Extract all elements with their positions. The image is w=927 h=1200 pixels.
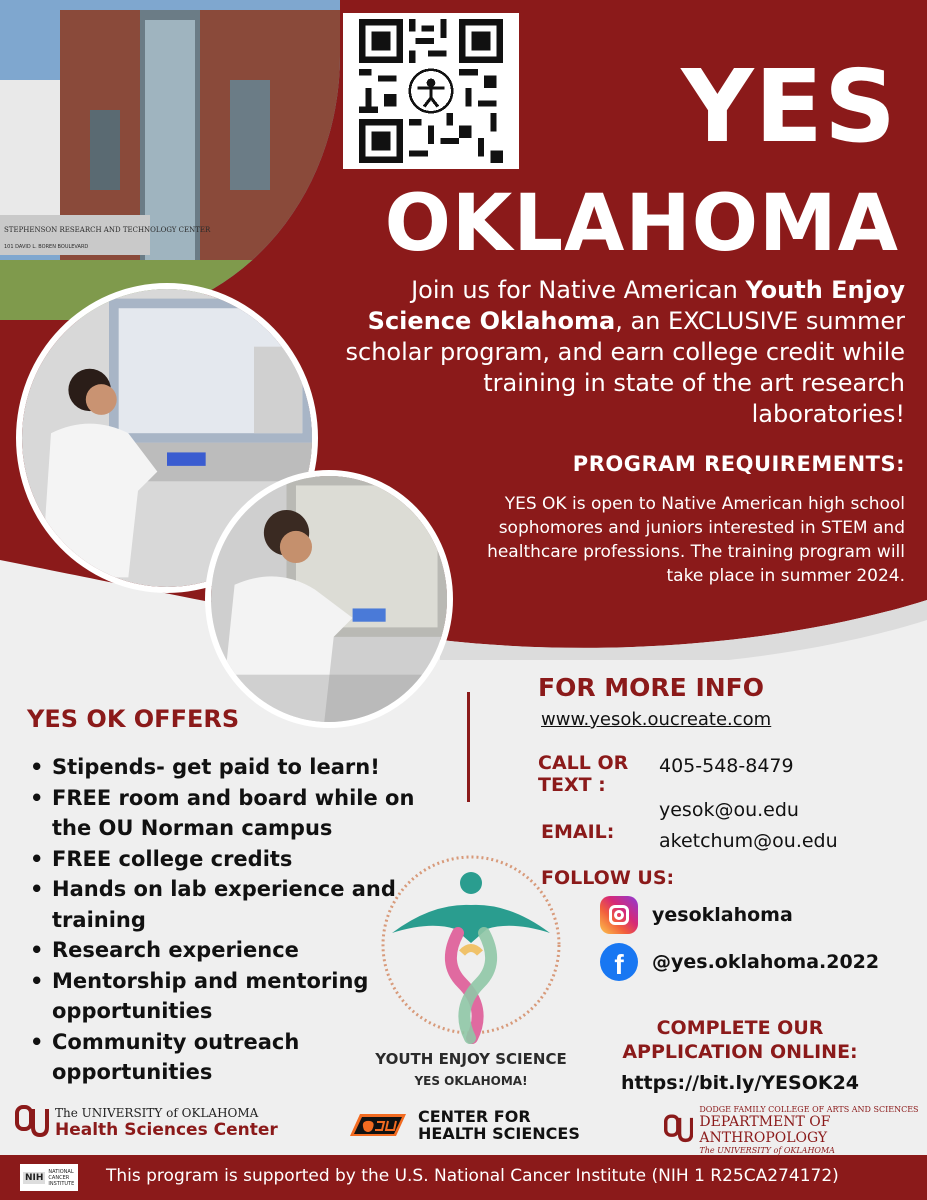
nih-long: NATIONAL CANCER INSTITUTE: [48, 1168, 75, 1187]
title-oklahoma: OKLAHOMA: [384, 179, 899, 269]
ou-logo-icon: [15, 1105, 49, 1141]
osu-logo-icon: [346, 1108, 408, 1142]
facebook-icon: f: [600, 943, 638, 981]
anthropology-logo: [664, 1105, 927, 1155]
yes-logo-line1: YOUTH ENJOY SCIENCE: [375, 1050, 567, 1068]
website-link[interactable]: www.yesok.oucreate.com: [541, 709, 772, 730]
instagram-handle: yesoklahoma: [652, 904, 793, 926]
ou-logo-line1: The UNIVERSITY of OKLAHOMA: [55, 1106, 259, 1120]
list-item: • Mentorship and mentoring opportunities: [30, 966, 450, 1027]
nih-logo: [20, 1164, 78, 1191]
intro-paragraph: [345, 275, 905, 430]
anth-logo-line2: DEPARTMENT OF ANTHROPOLOGY: [699, 1114, 831, 1146]
requirements-body: YES OK is open to Native American high school sophomores and juniors interested in STEM and healthcare professions. The training program will take place in summer 2024.: [487, 494, 905, 586]
ou-logo-line2: Health Sciences Center: [55, 1120, 278, 1140]
building-sign-text: STEPHENSON RESEARCH AND TECHNOLOGY CENTER: [4, 226, 211, 234]
follow-label: FOLLOW US:: [541, 867, 675, 889]
offers-heading: YES OK OFFERS: [27, 705, 240, 733]
section-divider: [467, 692, 470, 802]
osu-logo-line2: HEALTH SCIENCES: [418, 1124, 580, 1143]
email-link-aketchum[interactable]: aketchum@ou.edu: [659, 830, 838, 852]
application-link[interactable]: https://bit.ly/YESOK24: [620, 1072, 860, 1094]
lab-photo-2: [205, 470, 453, 728]
list-item: • Research experience: [30, 935, 450, 966]
title-yes: YES: [681, 48, 897, 165]
list-item: • Community outreach opportunities: [30, 1027, 450, 1088]
nih-short: NIH: [25, 1172, 44, 1183]
info-heading: FOR MORE INFO: [538, 673, 765, 702]
instagram-link[interactable]: [600, 896, 793, 934]
footer: [0, 1155, 927, 1200]
call-label: CALL OR TEXT :: [538, 752, 629, 796]
qr-code[interactable]: [343, 13, 519, 169]
intro-program-name: Youth Enjoy Science Oklahoma: [367, 276, 905, 335]
ou-health-sciences-logo: [15, 1105, 278, 1141]
funding-statement: This program is supported by the U.S. National Cancer Institute (NIH 1 R25CA274172): [106, 1166, 839, 1186]
list-item: • Hands on lab experience and training: [30, 874, 450, 935]
list-item: • FREE room and board while on the OU Norman campus: [30, 783, 450, 844]
email-link-yesok[interactable]: yesok@ou.edu: [659, 799, 799, 821]
ou-logo-icon: [664, 1112, 693, 1148]
building-address-text: 101 DAVID L. BOREN BOULEVARD: [4, 244, 89, 250]
list-item: • FREE college credits: [30, 844, 450, 875]
phone-number[interactable]: 405-548-8479: [659, 755, 794, 777]
facebook-handle: @yes.oklahoma.2022: [652, 951, 880, 973]
facebook-link[interactable]: [600, 943, 879, 981]
intro-text-2: , an EXCLUSIVE summer scholar program, and earn college credit while training in state of the art research laboratories!: [345, 307, 905, 428]
email-label: EMAIL:: [541, 821, 615, 843]
osu-logo-line1: CENTER FOR: [418, 1107, 531, 1126]
yes-logo-line2: YES OKLAHOMA!: [414, 1074, 528, 1088]
osu-center-logo: [346, 1108, 580, 1142]
instagram-icon: [600, 896, 638, 934]
requirements-heading: PROGRAM REQUIREMENTS:: [572, 452, 905, 476]
intro-text-1: Join us for Native American: [411, 276, 746, 304]
anth-logo-line1: DODGE FAMILY COLLEGE OF ARTS AND SCIENCES: [699, 1105, 919, 1114]
anth-logo-line3: The UNIVERSITY of OKLAHOMA: [699, 1146, 835, 1155]
list-item: • Stipends- get paid to learn!: [30, 752, 450, 783]
apply-heading: COMPLETE OUR APPLICATION ONLINE:: [622, 1017, 858, 1063]
